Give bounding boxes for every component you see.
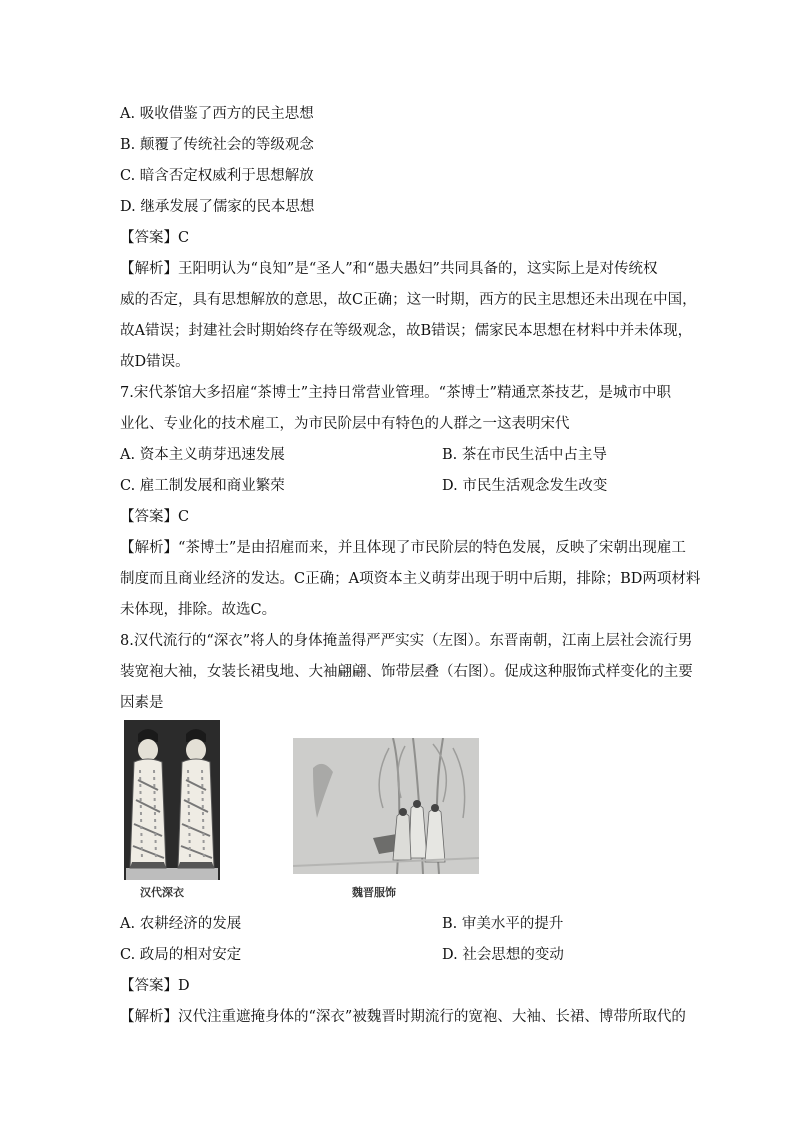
q8-analysis-line-1: 【解析】汉代注重遮掩身体的“深衣”被魏晋时期流行的宽袍、大袖、长裙、博带所取代的 bbox=[120, 1009, 686, 1025]
wei-jin-clothing-caption: 魏晋服饰 bbox=[352, 886, 396, 899]
q6-analysis-line-4: 故D错误。 bbox=[120, 354, 190, 370]
q8-option-c: C. 政局的相对安定 bbox=[120, 947, 242, 963]
q7-stem-line-1: 7.宋代茶馆大多招雇“茶博士”主持日常营业管理。“茶博士”精通烹茶技艺，是城市中职 bbox=[120, 385, 671, 401]
q7-analysis-line-1: 【解析】“茶博士”是由招雇而来，并且体现了市民阶层的特色发展，反映了宋朝出现雇工 bbox=[120, 540, 686, 556]
han-deep-robe-image bbox=[124, 720, 220, 880]
q7-answer: 【答案】C bbox=[120, 509, 190, 525]
han-deep-robe-caption: 汉代深衣 bbox=[140, 886, 184, 899]
q7-option-b: B. 茶在市民生活中占主导 bbox=[442, 447, 607, 463]
q6-option-b: B. 颠覆了传统社会的等级观念 bbox=[120, 137, 314, 153]
q8-option-a: A. 农耕经济的发展 bbox=[120, 916, 242, 932]
q6-analysis-line-2: 威的否定，具有思想解放的意思，故C正确；这一时期，西方的民主思想还未出现在中国， bbox=[120, 292, 697, 308]
q6-option-d: D. 继承发展了儒家的民本思想 bbox=[120, 199, 315, 215]
q8-stem-line-2: 装宽袍大袖，女装长裙曳地、大袖翩翩、饰带层叠（右图）。促成这种服饰式样变化的主要 bbox=[120, 664, 693, 680]
q7-option-a: A. 资本主义萌芽迅速发展 bbox=[120, 447, 285, 463]
q8-stem-line-3: 因素是 bbox=[120, 695, 164, 711]
q7-option-c: C. 雇工制发展和商业繁荣 bbox=[120, 478, 285, 494]
q6-option-c: C. 暗含否定权威利于思想解放 bbox=[120, 168, 314, 184]
q7-stem-line-2: 业化、专业化的技术雇工，为市民阶层中有特色的人群之一这表明宋代 bbox=[120, 416, 570, 432]
q8-stem-line-1: 8.汉代流行的“深衣”将人的身体掩盖得严严实实（左图）。东晋南朝，江南上层社会流行男 bbox=[120, 633, 693, 649]
q8-option-b: B. 审美水平的提升 bbox=[442, 916, 564, 932]
q8-answer: 【答案】D bbox=[120, 978, 190, 994]
q7-analysis-line-2: 制度而且商业经济的发达。C正确；A项资本主义萌芽出现于明中后期，排除；BD两项材料 bbox=[120, 571, 701, 587]
q6-option-a: A. 吸收借鉴了西方的民主思想 bbox=[120, 106, 314, 122]
q7-analysis-line-3: 未体现，排除。故选C。 bbox=[120, 602, 277, 618]
q8-option-d: D. 社会思想的变动 bbox=[442, 947, 564, 963]
q6-analysis-line-1: 【解析】王阳明认为“良知”是“圣人”和“愚夫愚妇”共同具备的，这实际上是对传统权 bbox=[120, 261, 658, 277]
wei-jin-clothing-image bbox=[293, 738, 479, 874]
q6-analysis-line-3: 故A错误；封建社会时期始终存在等级观念，故B错误；儒家民本思想在材料中并未体现， bbox=[120, 323, 693, 339]
q6-answer: 【答案】C bbox=[120, 230, 190, 246]
q7-option-d: D. 市民生活观念发生改变 bbox=[442, 478, 608, 494]
